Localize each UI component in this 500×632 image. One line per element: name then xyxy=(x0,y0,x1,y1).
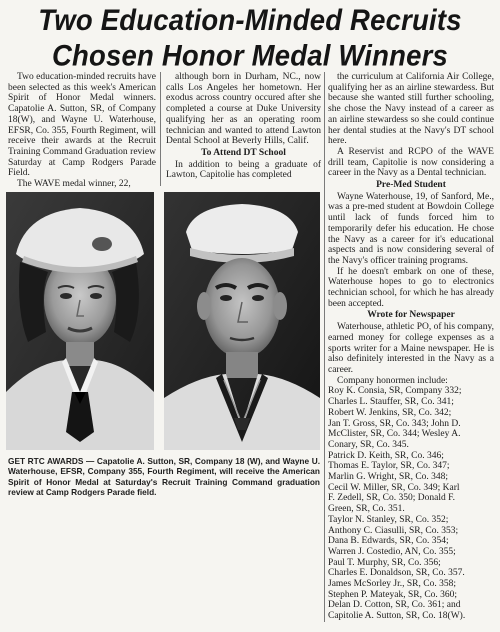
honorman-entry: Conary, SR, Co. 345. xyxy=(328,439,409,450)
photo-caption: GET RTC AWARDS — Capatolie A. Sutton, SR, Company 18 (W), and Wayne U. Waterhouse, EFSR, Company 355, Fourth Regiment, will receive the American Spirit of Honor Medal at Saturday's Recruit Training Command graduation review at Camp Rodgers Parade field. xyxy=(8,456,320,498)
article-column-1 xyxy=(8,72,156,190)
article-paragraph: Company honormen include: xyxy=(337,375,448,386)
honorman-entry: Charles L. Stauffer, SR, Co. 341; xyxy=(328,397,454,408)
portrait-sailor-image xyxy=(164,192,320,450)
article-paragraph: Wayne Waterhouse, 19, of Sanford, Me., was a pre-med student at Bowdoin College until lack of funds forced him to temporarily defer his education. He chose the Navy as a career for it's educational aspects and is now considering several of the Navy's officer training programs. xyxy=(328,191,494,266)
article-paragraph: although born in Durham, NC., now calls Los Angeles her hometown. Her exodus across country occured after she completed a course at Duke University qualifying her as an operating room technician and wanted to attend Lawton Dental School at Beverly Hills, Calif. xyxy=(166,72,321,147)
honorman-entry: Thomas E. Taylor, SR, Co. 347; xyxy=(328,461,450,472)
honorman-entry: Stephen P. Mateyak, SR, Co. 360; xyxy=(328,589,458,600)
honorman-entry: Marlin G. Wright, SR, Co. 348; xyxy=(328,472,449,483)
article-paragraph: Waterhouse, athletic PO, of his company, earned money for college expenses as a sports writer for a Maine newspaper. He is also definitely interested in the Navy as a career. xyxy=(328,322,494,375)
photo-wayne-waterhouse xyxy=(164,192,320,450)
article-subhead: Wrote for Newspaper xyxy=(367,310,455,321)
article-column-2 xyxy=(166,72,321,181)
article-subhead: To Attend DT School xyxy=(201,147,286,158)
headline xyxy=(4,2,496,73)
honorman-entry: Jan T. Gross, SR, Co. 343; John D. xyxy=(328,418,461,429)
honorman-entry: Cecil W. Miller, SR, Co. 349; Karl xyxy=(328,482,460,493)
honorman-entry: Taylor N. Stanley, SR, Co. 352; xyxy=(328,514,449,525)
article-paragraph: A Reservist and RCPO of the WAVE drill team, Capitolie is now considering a career in the Navy as a Dental technician. xyxy=(328,146,494,179)
honorman-entry: Green, SR, Co. 351. xyxy=(328,504,405,515)
headline-line-1: Two Education-Minded Recruits xyxy=(38,3,462,37)
article-paragraph: Two education-minded recruits have been selected as this week's American Spirit of Honor Medal winners. Capatolie A. Sutton, SR, of Company 18(W), and Wayne U. Waterhouse, EFSR, Co. 355, Fourth Regiment, will receive their awards at the Recruit Training Command Graduation review Saturday at Camp Rodgers Parade Field. xyxy=(8,72,156,179)
column-divider xyxy=(324,72,325,622)
honorman-entry: Capitolie A. Sutton, SR, Co. 18(W). xyxy=(328,611,466,622)
honorman-entry: Patrick D. Keith, SR, Co. 346; xyxy=(328,450,444,461)
honorman-entry: Dana B. Edwards, SR, Co. 354; xyxy=(328,536,449,547)
honormen-list xyxy=(328,386,494,621)
article-paragraph: The WAVE medal winner, 22, xyxy=(17,179,131,190)
portrait-woman-image xyxy=(6,192,154,450)
honorman-entry: James McSorley Jr., SR, Co. 358; xyxy=(328,579,456,590)
honorman-entry: McClister, SR, Co. 344; Wesley A. xyxy=(328,429,461,440)
article-column-3 xyxy=(328,72,494,622)
article-paragraph: In addition to being a graduate of Lawton, Capitolie has completed xyxy=(166,159,321,181)
headline-line-2: Chosen Honor Medal Winners xyxy=(51,38,449,73)
honorman-entry: Roy K. Consia, SR, Company 332; xyxy=(328,386,462,397)
honorman-entry: Delan D. Cotton, SR, Co. 361; and xyxy=(328,600,461,611)
honorman-entry: F. Zedell, SR, Co. 350; Donald F. xyxy=(328,493,455,504)
honorman-entry: Anthony C. Ciasulli, SR, Co. 353; xyxy=(328,525,459,536)
honorman-entry: Warren J. Costedio, AN, Co. 355; xyxy=(328,546,456,557)
article-subhead: Pre-Med Student xyxy=(376,180,446,191)
honorman-entry: Paul T. Murphy, SR, Co. 356; xyxy=(328,557,441,568)
honorman-entry: Charles E. Donaldson, SR, Co. 357. xyxy=(328,568,465,579)
photo-capatolie-sutton xyxy=(6,192,154,450)
honorman-entry: Robert W. Jenkins, SR, Co. 342; xyxy=(328,407,452,418)
article-paragraph: the curriculum at California Air College, qualifying her as an airline stewardess. But because she wanted still further schooling, she chose the Navy instead of a career as an airline stewardess so she could continue her dental studies at the Navy's DT school here. xyxy=(328,72,494,147)
article-paragraph: If he doesn't embark on one of these, Waterhouse hopes to go to electronics technician school, for which he has already been accepted. xyxy=(328,266,494,309)
column-divider xyxy=(160,72,161,186)
